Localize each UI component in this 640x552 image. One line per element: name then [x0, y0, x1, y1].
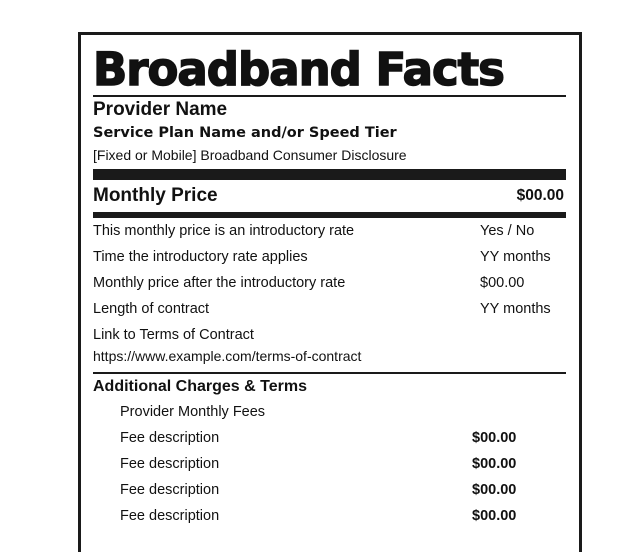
fee-row	[93, 503, 566, 529]
price-detail-value: Yes / No	[480, 223, 535, 239]
price-detail-label: This monthly price is an introductory rate	[93, 223, 355, 239]
fee-description: Fee description	[120, 430, 220, 446]
price-detail-label: Time the introductory rate applies	[93, 249, 308, 265]
price-detail-value: $00.00	[480, 275, 525, 291]
disclosure-type: [Fixed or Mobile] Broadband Consumer Disclosure	[93, 147, 407, 163]
fee-description: Fee description	[120, 456, 220, 472]
contract-link-block	[93, 322, 566, 372]
price-detail-label: Monthly price after the introductory rate	[93, 275, 346, 291]
contract-link-label: Link to Terms of Contract	[93, 327, 254, 343]
fee-row	[93, 451, 566, 477]
label-title: Broadband Facts	[93, 43, 504, 96]
price-detail-value: YY months	[480, 301, 551, 317]
monthly-price-row	[93, 180, 566, 212]
fee-amount: $00.00	[472, 456, 517, 472]
price-detail-label: Length of contract	[93, 301, 210, 317]
fee-amount: $00.00	[472, 508, 517, 524]
thick-divider	[93, 169, 566, 180]
fee-amount: $00.00	[472, 430, 517, 446]
price-detail-value: YY months	[480, 249, 551, 265]
price-detail-row	[93, 296, 566, 322]
contract-link-url[interactable]: https://www.example.com/terms-of-contract	[93, 348, 362, 364]
service-plan-name: Service Plan Name and/or Speed Tier	[93, 125, 397, 141]
fee-row	[93, 477, 566, 503]
monthly-price-value: $00.00	[516, 187, 564, 204]
monthly-price-label: Monthly Price	[93, 185, 218, 206]
provider-monthly-fees-heading: Provider Monthly Fees	[120, 404, 266, 420]
price-detail-row	[93, 270, 566, 296]
fee-amount: $00.00	[472, 482, 517, 498]
broadband-facts-label	[78, 32, 582, 552]
additional-charges-heading: Additional Charges & Terms	[93, 378, 307, 395]
fee-row	[93, 425, 566, 451]
provider-name: Provider Name	[93, 99, 228, 120]
price-detail-row	[93, 244, 566, 270]
fee-description: Fee description	[120, 508, 220, 524]
fee-description: Fee description	[120, 482, 220, 498]
price-detail-row	[93, 218, 566, 244]
